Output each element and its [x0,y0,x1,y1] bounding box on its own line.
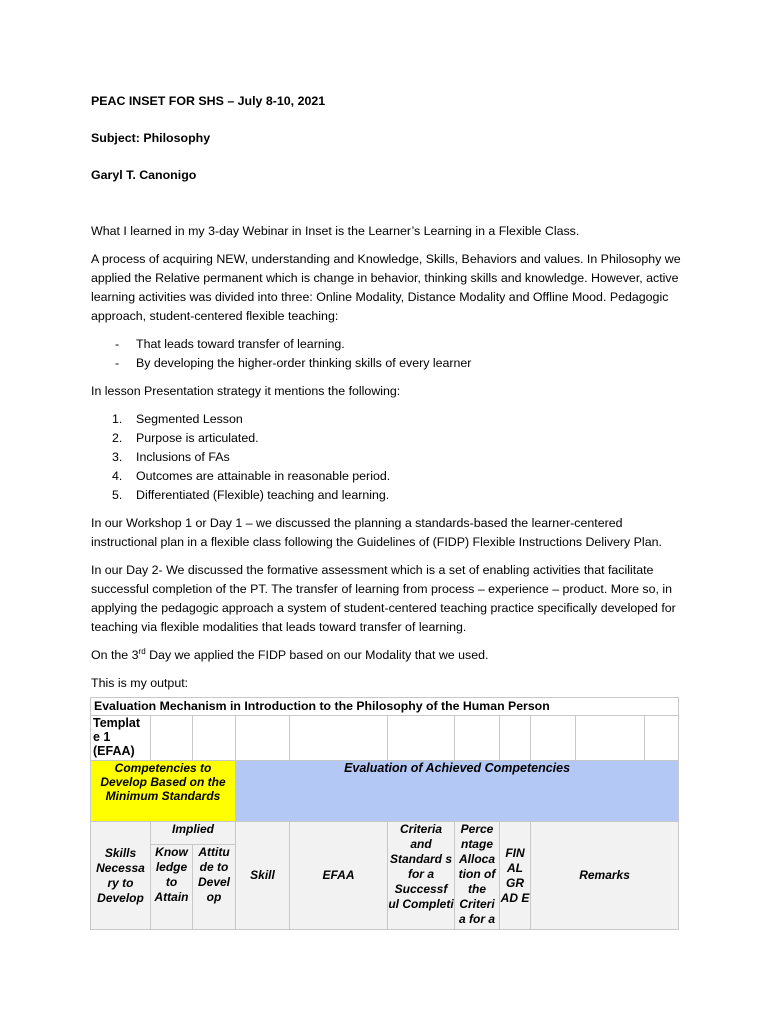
column-header-skills: Skills Necessa ry to Develop [91,822,151,930]
strategy-intro: In lesson Presentation strategy it mentions the following: [91,384,401,398]
table-cell [455,716,500,761]
list-text: Purpose is articulated. [136,431,259,445]
column-header-remarks: Remarks [531,822,679,930]
document-title: PEAC INSET FOR SHS – July 8-10, 2021 [91,94,326,108]
table-cell [388,716,455,761]
list-text: Differentiated (Flexible) teaching and learning. [136,488,390,502]
implied-header: Implied [151,822,236,845]
list-number: 3. [112,450,123,464]
strategy-list [91,410,691,505]
evaluation-table [90,697,679,930]
output-label: This is my output: [91,676,189,690]
document-body [91,92,691,693]
list-text: Outcomes are attainable in reasonable period. [136,469,391,483]
table-cell [500,716,531,761]
list-item [91,429,691,448]
evaluation-header: Evaluation of Achieved Competencies [236,761,679,822]
list-number: 5. [112,488,123,502]
day2-paragraph: In our Day 2- We discussed the formative assessment which is a set of enabling activities that facilitate successful completion of the PT. The transfer of learning from process – experience – product. More so, in applying the pedagogic approach a system of student-centered teaching practice specifically developed for teaching via flexible modalities that leads toward transfer of learning. [91,563,676,634]
list-text: Segmented Lesson [136,412,243,426]
table-cell [193,716,236,761]
table-cell [576,716,645,761]
table-cell [151,716,193,761]
table-cell [645,716,679,761]
subject-line: Subject: Philosophy [91,131,211,145]
day3-paragraph: On the 3rd Day we applied the FIDP based on our Modality that we used. [91,647,489,662]
column-header-knowledge: Know ledge to Attain [151,845,193,930]
learning-paragraph: A process of acquiring NEW, understanding and Knowledge, Skills, Behaviors and values. In Philosophy we applied the Relative permanent which is change in behavior, thinking skills and knowledge. However, active learning activities was divided into three: Online Modality, Distance Modality and Offline Mood. Pedagogic approach, student-centered flexible teaching: [91,252,681,323]
column-header-percentage: Perce ntage Alloca tion of the Criteri a for a [455,822,500,930]
list-item [91,410,691,429]
author-name: Garyl T. Canonigo [91,168,197,182]
intro-paragraph: What I learned in my 3-day Webinar in Inset is the Learner’s Learning in a Flexible Class. [91,224,580,238]
competencies-header: Competencies to Develop Based on the Minimum Standards [91,761,236,822]
template-label: Templat e 1 (EFAA) [91,716,151,761]
list-number: 2. [112,431,123,445]
bullet-list [91,335,691,373]
table-cell [290,716,388,761]
column-header-criteria: Criteria and Standard s for a Successf ul Completi [388,822,455,930]
list-item: - By developing the higher-order thinking skills of every learner [91,354,691,373]
list-item: - That leads toward transfer of learning. [91,335,691,354]
day1-paragraph: In our Workshop 1 or Day 1 – we discussed the planning a standards-based the learner-centered instructional plan in a flexible class following the Guidelines of (FIDP) Flexible Instructions Delivery Plan. [91,516,662,549]
table-title: Evaluation Mechanism in Introduction to the Philosophy of the Human Person [91,698,679,716]
list-item [91,467,691,486]
list-text: Inclusions of FAs [136,450,230,464]
table-cell [236,716,290,761]
list-item [91,448,691,467]
column-header-skill: Skill [236,822,290,930]
list-number: 4. [112,469,123,483]
list-number: 1. [112,412,123,426]
table-cell [531,716,576,761]
list-item [91,486,691,505]
column-header-efaa: EFAA [290,822,388,930]
column-header-attitude: Attitu de to Devel op [193,845,236,930]
column-header-final-grade: FIN AL GR AD E [500,822,531,930]
